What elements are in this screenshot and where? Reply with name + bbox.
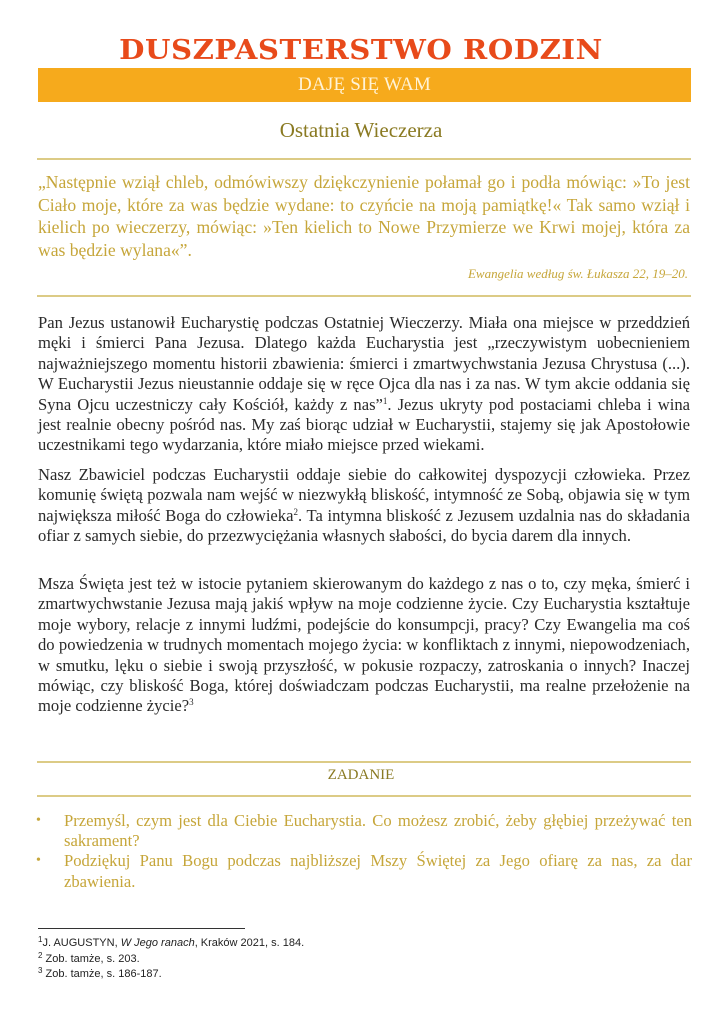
scripture-quote: „Następnie wziął chleb, odmówiwszy dziękczynienie połamał go i podła mówiąc: »To jest Ciało moje, które za was będzie wydane: to czyńcie na moją pamiątkę!« Tak samo wziął i kielich po wieczerzy, mówiąc: »Ten kielich to Nowe Przymierze we Krwi mojej, która za was będzie wylana«”. [38, 172, 690, 260]
bullet-icon: • [36, 853, 41, 869]
task-item: • Podziękuj Panu Bogu podczas najbliższej Mszy Świętej za Jego ofiarę za nas, za dar zbawienia. [36, 851, 692, 891]
footnote: $^3$ Zob. tamże, s. 186-187. [38, 966, 162, 980]
footnote-ref: 1 [382, 395, 388, 406]
page-title: Ostatnia Wieczerza [279, 118, 443, 142]
divider [37, 295, 691, 297]
task-heading: ZADANIE [327, 767, 395, 783]
task-list [36, 811, 692, 892]
footnote-ref: 3 [189, 697, 194, 708]
paragraph-1: Pan Jezus ustanowił Eucharystię podczas Ostatniej Wieczerzy. Miała ona miejsce w przeddzień męki i śmierci Pana Jezusa. Dlatego każda Eucharystia jest „rzeczywistym uobecnieniem najważniejszego momentu historii zbawienia: śmierci i zmartwychwstania Jezusa Chrystusa (...). W Eucharystii Jezus nieustannie oddaje się w ręce Ojca dla nas i za nas. W tym akcie oddania się Syna Ojcu uczestniczy cały Kościół, każdy z nas”$^1$. Jezus ukryty pod postaciami chleba i wina jest realnie obecny pośród nas. My zaś biorąc udział w Eucharystii, stajemy się jak Apostołowie uczestnikami tego wydarzania, które miało miejsce przed wiekami. [38, 313, 690, 455]
banner-text: DAJĘ SIĘ WAM [298, 74, 431, 95]
org-title: DUSZPASTERSTWO RODZIN [119, 35, 603, 66]
bullet-icon: • [36, 813, 41, 828]
subtitle-banner [38, 68, 691, 102]
task-item: • Przemyśl, czym jest dla Ciebie Eucharystia. Co możesz zrobić, żeby głębiej przeżywać ten sakrament? [36, 811, 692, 851]
footnote-separator [38, 928, 245, 929]
footnotes [38, 936, 304, 983]
quote-source: Ewangelia według św. Łukasza 22, 19–20. [467, 266, 688, 281]
footnote-ref: 2 [293, 506, 298, 517]
divider [37, 761, 691, 763]
divider [37, 795, 691, 797]
footnote: $^1$J. AUGUSTYN, W Jego ranach, Kraków 2021, s. 184. [38, 935, 305, 949]
divider [37, 158, 691, 160]
footnote: $^2$ Zob. tamże, s. 203. [38, 950, 140, 965]
paragraph-3: Msza Święta jest też w istocie pytaniem skierowanym do każdego z nas o to, czy męka, śmierć i zmartwychwstanie Jezusa mają jakiś wpływ na moje codzienne życie. Czy Eucharystia kształtuje moje wybory, relacje z innymi ludźmi, podejście do konsumpcji, pracy? Czy Ewangelia ma coś do powiedzenia w trudnych momentach mojego życia: w konfliktach z innymi, niepowodzeniach, w smutku, lęku o siebie i swoją przyszłość, w pokusie rozpaczy, zatroskania o innych? Inaczej mówiąc, czy bliskość Boga, której doświadczam podczas Eucharystii, ma realne przełożenie na moje codzienne życie?$^3$ [38, 574, 690, 716]
paragraph-2: Nasz Zbawiciel podczas Eucharystii oddaje siebie do całkowitej dyspozycji człowieka. Przez komunię świętą pozwala nam wejść w niezwykłą bliskość, intymność ze Sobą, objawia się w tym największa miłość Boga do człowieka$^2$. Ta intymna bliskość z Jezusem uzdalnia nas do składania ofiar z samych siebie, do przezwyciężania własnych słabości, do bycia darem dla innych. [38, 465, 690, 546]
